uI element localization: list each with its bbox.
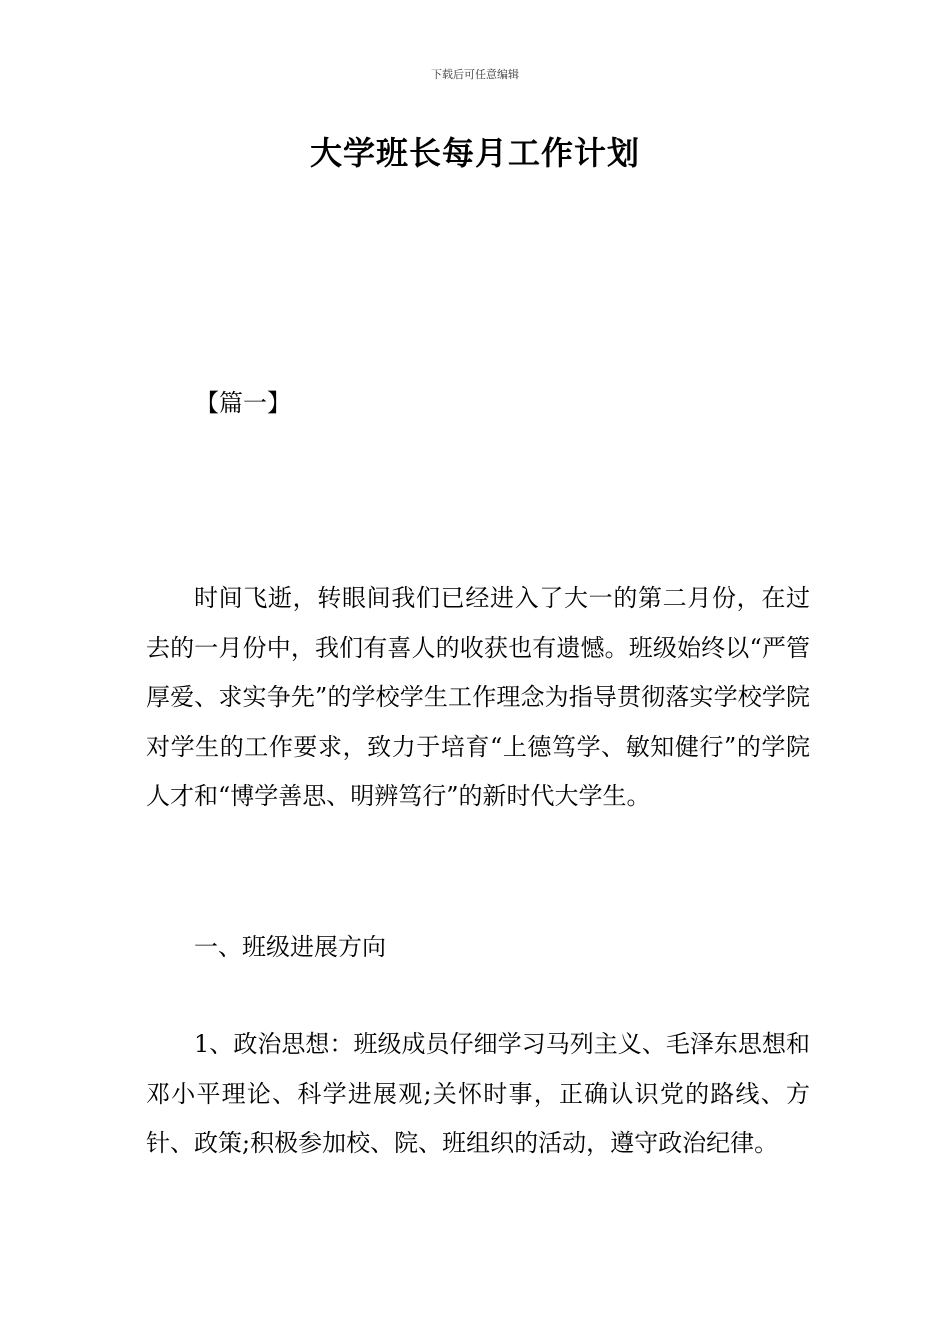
section-label: 【篇一】 — [195, 389, 291, 417]
politics-paragraph: 1、政治思想：班级成员仔细学习马列主义、毛泽东思想和邓小平理论、科学进展观;关怀时事，正确认识党的路线、方针、政策;积极参加校、院、班组织的活动，遵守政治纪律。 — [146, 1030, 810, 1158]
header-note: 下载后可任意编辑 — [431, 68, 519, 81]
document-title: 大学班长每月工作计划 — [309, 134, 640, 172]
section-heading: 一、班级进展方向 — [194, 933, 386, 961]
intro-paragraph: 时间飞逝，转眼间我们已经进入了大一的第二月份，在过去的一月份中，我们有喜人的收获也有遗憾。班级始终以“严管厚爱、求实争先”的学校学生工作理念为指导贯彻落实学校学院对学生的工作要求，致力于培育“上德笃学、敏知健行”的学院人才和“博学善思、明辨笃行”的新时代大学生。 — [146, 584, 810, 811]
